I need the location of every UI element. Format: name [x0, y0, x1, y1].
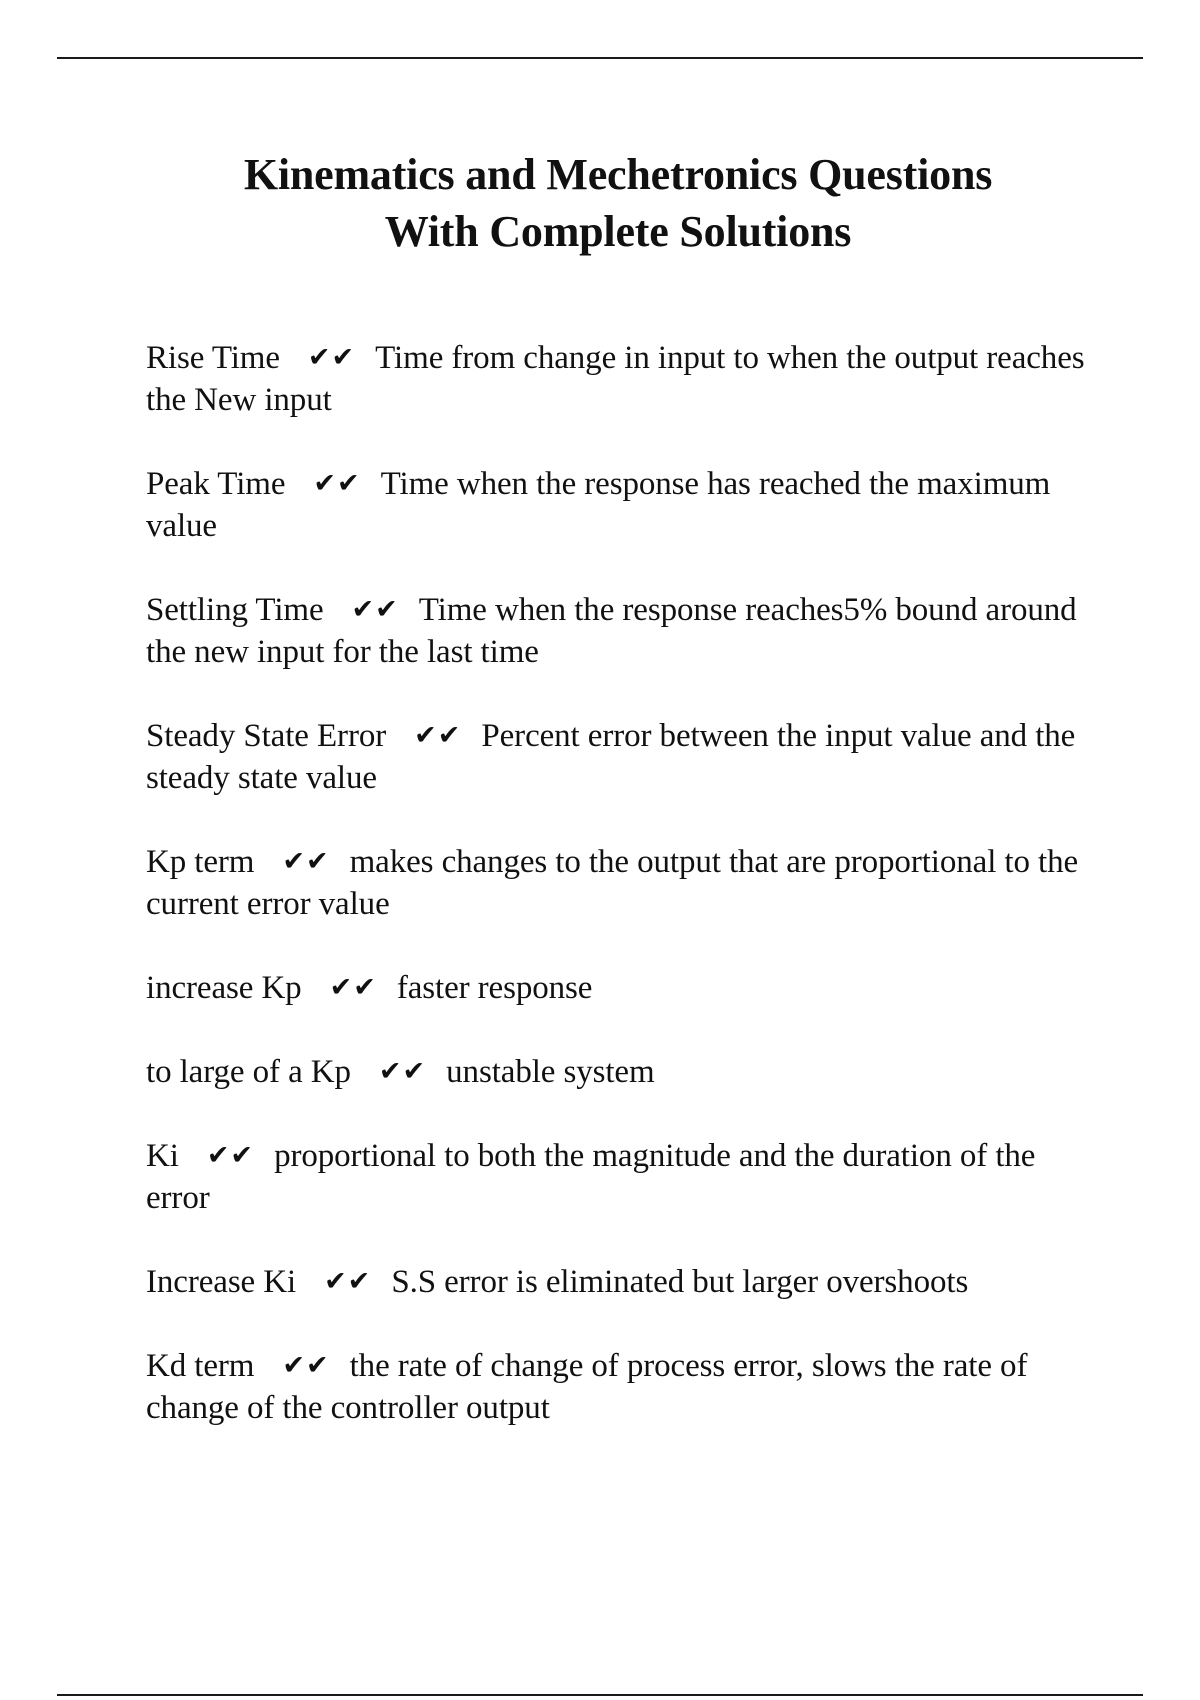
flashcard-entry: [146, 1261, 1096, 1303]
flashcard-entry: [146, 841, 1096, 925]
entry-definition: faster response: [396, 970, 593, 1006]
title-line-1: Kinematics and Mechetronics Questions: [243, 150, 993, 199]
double-check-icon: ✔✔: [282, 846, 330, 877]
entry-definition: proportional to both the magnitude and the duration of the error: [146, 1138, 1036, 1216]
double-check-icon: ✔✔: [414, 720, 462, 751]
flashcard-entry: [146, 1051, 1096, 1093]
title-line-2: With Complete Solutions: [384, 207, 852, 256]
double-check-icon: ✔✔: [324, 1266, 372, 1297]
entry-term: Ki: [146, 1138, 179, 1174]
entry-definition: Time when the response has reached the maximum value: [146, 466, 1051, 544]
entry-definition: unstable system: [446, 1054, 655, 1090]
double-check-icon: ✔✔: [206, 1140, 255, 1171]
entry-term: increase Kp: [146, 970, 302, 1006]
flashcard-entry: [146, 715, 1096, 799]
double-check-icon: ✔✔: [351, 594, 399, 625]
entry-definition: Time when the response reaches5% bound around the new input for the last time: [146, 592, 1077, 670]
double-check-icon: ✔✔: [378, 1056, 427, 1087]
flashcard-entry: [146, 1345, 1096, 1429]
entry-definition: Time from change in input to when the output reaches the New input: [146, 340, 1085, 418]
top-rule: [57, 57, 1143, 59]
entry-term: Kd term: [146, 1348, 255, 1384]
bottom-rule: [57, 1694, 1143, 1696]
double-check-icon: ✔✔: [329, 972, 377, 1003]
entry-definition: makes changes to the output that are proportional to the current error value: [146, 844, 1079, 922]
entry-term: Peak Time: [146, 466, 286, 502]
document-title: [0, 146, 1200, 260]
entry-term: Steady State Error: [146, 718, 387, 754]
flashcard-entry: [146, 1135, 1096, 1219]
double-check-icon: ✔✔: [313, 468, 361, 499]
flashcard-entry: [146, 967, 1096, 1009]
double-check-icon: ✔✔: [307, 342, 356, 373]
entry-definition: S.S error is eliminated but larger overshoots: [391, 1264, 969, 1300]
entry-term: Increase Ki: [146, 1264, 297, 1300]
flashcard-list: [146, 337, 1096, 1471]
entry-term: Rise Time: [146, 340, 280, 376]
flashcard-entry: [146, 589, 1096, 673]
entry-term: Settling Time: [146, 592, 324, 628]
entry-definition: the rate of change of process error, slows the rate of change of the controller output: [146, 1348, 1028, 1426]
entry-term: to large of a Kp: [146, 1054, 351, 1090]
flashcard-entry: [146, 463, 1096, 547]
entry-definition: Percent error between the input value and the steady state value: [146, 718, 1076, 796]
flashcard-entry: [146, 337, 1096, 421]
entry-term: Kp term: [146, 844, 255, 880]
double-check-icon: ✔✔: [282, 1350, 330, 1381]
